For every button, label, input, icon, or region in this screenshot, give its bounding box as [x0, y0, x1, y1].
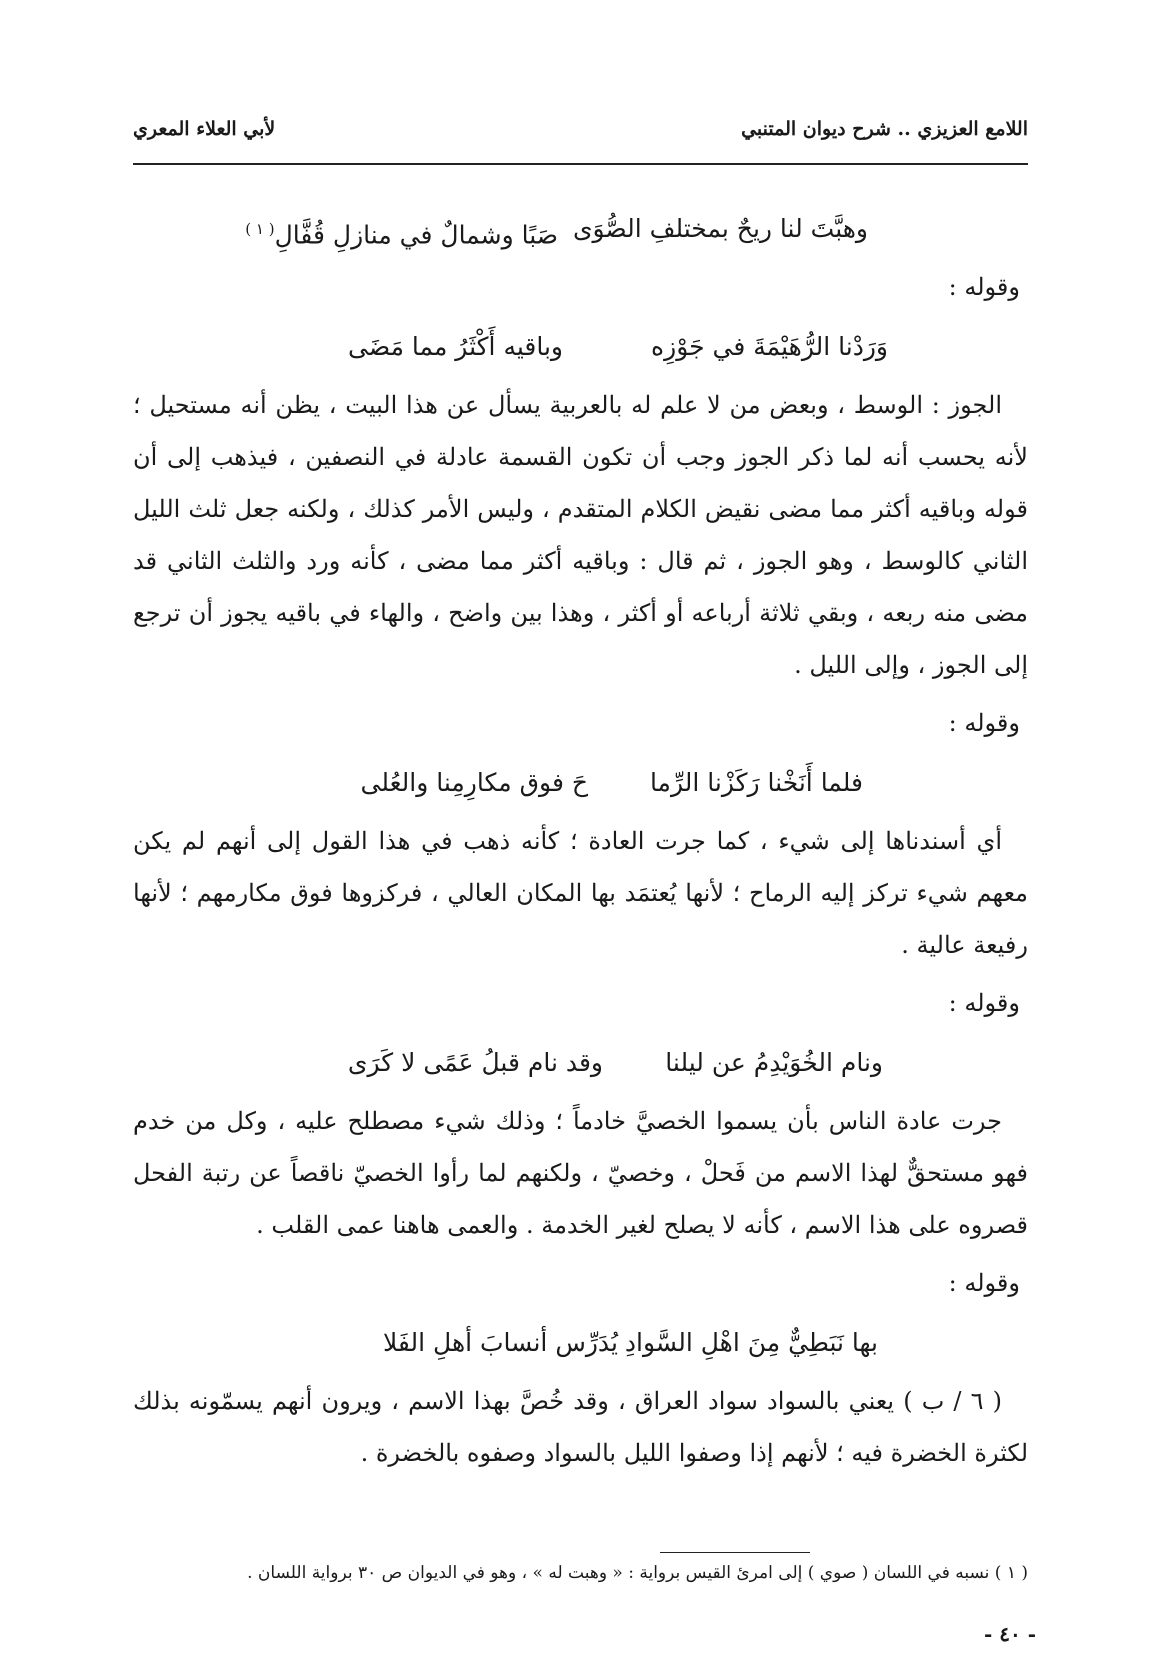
page-body	[133, 195, 1028, 1485]
verse-second-hemistich: حَ فوق مكارِمِنا والعُلى	[360, 768, 588, 797]
running-header	[133, 118, 1028, 152]
verse	[133, 195, 1028, 261]
verse-second-hemistich	[245, 203, 558, 261]
page-number: - ٤٠ -	[983, 1622, 1036, 1646]
verse	[133, 313, 1028, 379]
commentary-paragraph: الجوز : الوسط ، وبعض من لا علم له بالعربية يسأل عن هذا البيت ، يظن أنه مستحيل ؛ لأنه يحسب أنه لما ذكر الجوز وجب أن تكون القسمة عادلة في النصفين ، فيذهب إلى أن قوله وباقيه أكثر مما مضى نقيض الكلام المتقدم ، وليس الأمر كذلك ، ولكنه جعل ثلث الليل الثاني كالوسط ، وهو الجوز ، ثم قال : وباقيه أكثر مما مضى ، كأنه ورد والثلث الثاني قد مضى منه ربعه ، وبقي ثلاثة أرباعه أو أكثر ، وهذا بين واضح ، والهاء في باقيه يجوز أن ترجع إلى الجوز ، وإلى الليل .	[133, 391, 1029, 679]
verse-second-hemistich: وباقيه أَكْثَرُ مما مَضَى	[348, 332, 563, 361]
commentary-paragraph: جرت عادة الناس بأن يسموا الخصيَّ خادماً ؛ وذلك شيء مصطلح عليه ، وكل من خدم فهو مستحقٌّ لهذا الاسم من فَحلْ ، وخصيّ ، ولكنهم لما رأوا الخصيّ ناقصاً عن رتبة الفحل قصروه على هذا الاسم ، كأنه لا يصلح لغير الخدمة . والعمى هاهنا عمى القلب .	[133, 1107, 1028, 1239]
quote-label: وقوله :	[948, 989, 1020, 1017]
verse-first-hemistich: بها نَبَطِيٌّ مِنَ اهْلِ السَّوادِ	[624, 1328, 878, 1357]
verse	[133, 1029, 1028, 1095]
footnote: ( ١ ) نسبه في اللسان ( صوي ) إلى امرئ القيس برواية : « وهبت له » ، وهو في الديوان ص ٣٠ برواية اللسان .	[247, 1563, 1028, 1583]
quote-label: وقوله :	[948, 1269, 1020, 1297]
commentary-paragraph: أي أسندناها إلى شيء ، كما جرت العادة ؛ كأنه ذهب في هذا القول إلى أنهم لم يكن معهم شيء تركز إليه الرماح ؛ لأنها يُعتمَد بها المكان العالي ، فركزوها فوق مكارمهم ؛ لأنها رفيعة عالية .	[133, 827, 1028, 959]
footnote-divider	[660, 1552, 810, 1553]
header-book-title: اللامع العزيزي .. شرح ديوان المتنبي	[741, 118, 1028, 140]
verse	[133, 749, 1028, 815]
verse-second-hemistich: وقد نام قبلُ عَمًى لا كَرَى	[347, 1048, 603, 1077]
verse-first-hemistich: وَرَدْنا الرُّهَيْمَةَ في جَوْزِه	[651, 332, 888, 361]
header-author: لأبي العلاء المعري	[133, 118, 276, 140]
verse-first-hemistich: وهبَّتَ لنا ريحٌ بمختلفِ الصُّوَى	[572, 214, 868, 243]
verse	[133, 1309, 1028, 1375]
commentary-paragraph: ( ٦ / ب ) يعني بالسواد سواد العراق ، وقد خُصَّ بهذا الاسم ، ويرون أنهم يسمّونه بذلك لكثرة الخضرة فيه ؛ لأنهم إذا وصفوا الليل بالسواد وصفوه بالخضرة .	[133, 1387, 1028, 1467]
quote-label: وقوله :	[948, 273, 1020, 301]
footnote-reference: ( ١ )	[245, 220, 275, 238]
verse-first-hemistich: ونام الخُوَيْدِمُ عن ليلنا	[665, 1048, 883, 1077]
header-divider	[133, 163, 1028, 165]
verse-second-text: صَبًا وشمالٌ في منازلِ قُفَّالِ	[274, 220, 558, 250]
verse-first-hemistich: فلما أَنَخْنا رَكَزْنا الرِّما	[649, 768, 863, 797]
verse-second-hemistich: يُدَرِّس أنسابَ أهلِ الفَلا	[382, 1328, 618, 1357]
quote-label: وقوله :	[948, 709, 1020, 737]
